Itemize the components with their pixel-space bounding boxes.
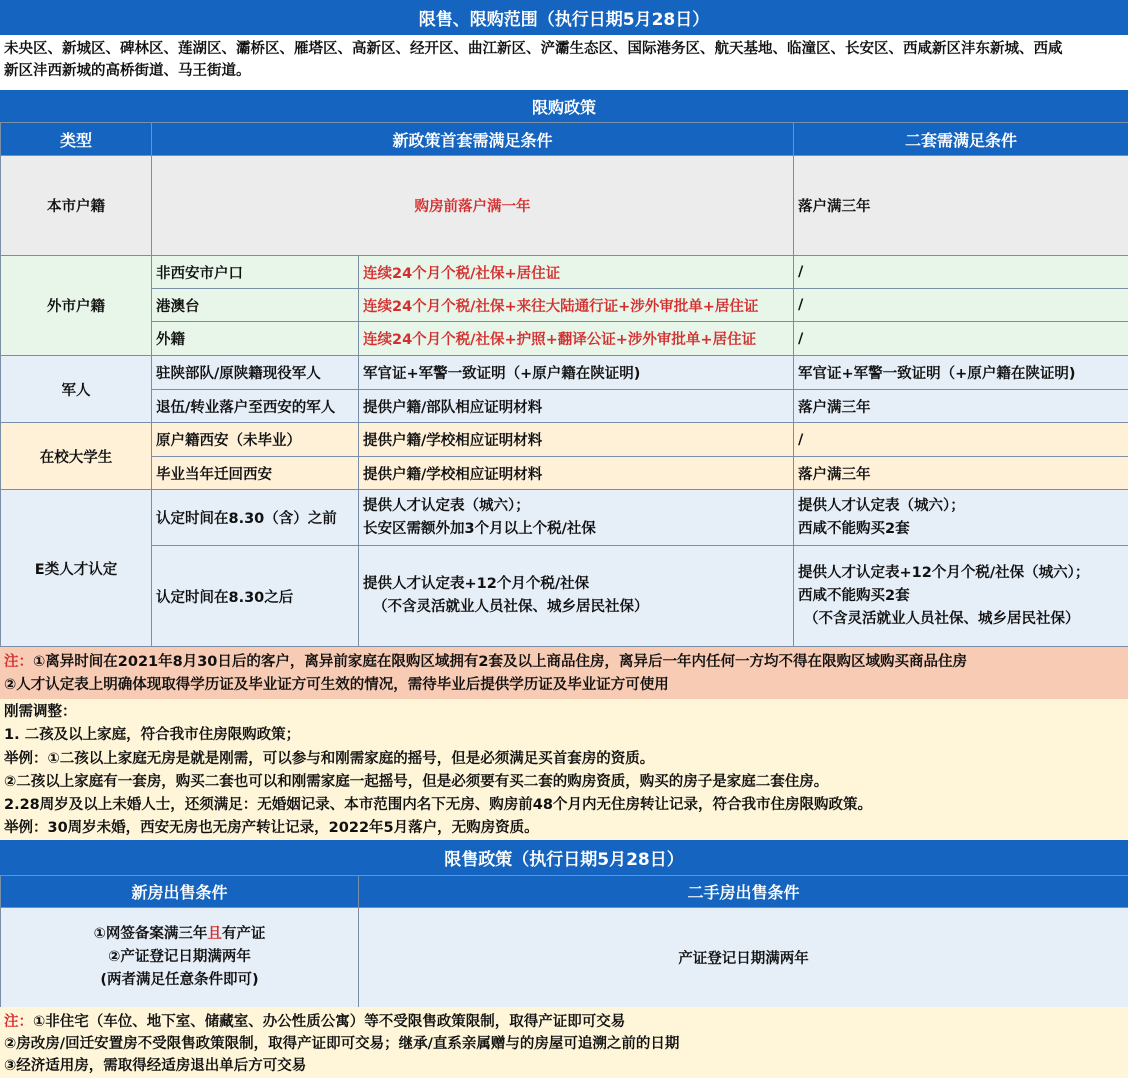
- sale-policy-table: [0, 875, 1128, 1008]
- note-line: ②二孩以上家庭有一套房，购买二套也可以和刚需家庭一起摇号，但是必须要有买二套的购房资质，购买的房子是家庭二套住房。: [4, 773, 829, 790]
- local-second: 落户满三年: [794, 156, 1128, 256]
- new-sale-conditions: [1, 908, 359, 1008]
- scope-line-2: 新区沣西新城的高桥街道、马王街道。: [4, 63, 251, 79]
- talent-first-line: 长安区需额外加3个月以上个税/社保: [363, 520, 596, 537]
- military-sub: 驻陕部队/原陕籍现役军人: [152, 356, 359, 390]
- header-first: 新政策首套需满足条件: [152, 123, 794, 156]
- header-second-sale: 二手房出售条件: [359, 876, 1128, 908]
- talent-first-line: 提供人才认定表（城六）；: [363, 497, 530, 514]
- nonlocal-second: /: [794, 322, 1128, 356]
- note-line: 2.28周岁及以上未婚人士，还须满足：无婚姻记录、本市范围内名下无房、购房前48个月内无住房转让记录，符合我市住房限购政策。: [4, 797, 872, 814]
- talent-second: [794, 490, 1128, 546]
- type-military: 军人: [1, 356, 152, 423]
- talent-second-line: 提供人才认定表（城六）；: [798, 497, 965, 514]
- header-type: 类型: [1, 123, 152, 156]
- note-line: [4, 1011, 1124, 1033]
- note-text: ①非住宅（车位、地下室、储藏室、办公性质公寓）等不受限售政策限制，取得产证即可交易: [33, 1014, 626, 1030]
- header-new-sale: 新房出售条件: [1, 876, 359, 908]
- header-second: 二套需满足条件: [794, 123, 1128, 156]
- talent-first-line: 提供人才认定表+12个月个税/社保: [363, 576, 590, 592]
- nonlocal-first: 连续24个月个税/社保+来往大陆通行证+涉外审批单+居住证: [359, 289, 794, 322]
- new-sale-line: ②产证登记日期满两年: [108, 949, 251, 965]
- talent-first-line: （不含灵活就业人员社保、城乡居民社保）: [373, 599, 649, 615]
- military-second: 军官证+军警一致证明（+原户籍在陕证明): [794, 356, 1128, 390]
- nonlocal-sub: 港澳台: [152, 289, 359, 322]
- note-line: 举例：①二孩以上家庭无房是就是刚需，可以参与和刚需家庭的摇号，但是必须满足买首套房的资质。: [4, 750, 655, 767]
- local-first: 购房前落户满一年: [152, 156, 794, 256]
- nonlocal-second: /: [794, 289, 1128, 322]
- student-first: 提供户籍/学校相应证明材料: [359, 423, 794, 457]
- talent-second-line: 西咸不能购买2套: [798, 520, 910, 537]
- nonlocal-sub: 外籍: [152, 322, 359, 356]
- nonlocal-second: /: [794, 256, 1128, 289]
- military-sub: 退伍/转业落户至西安的军人: [152, 390, 359, 423]
- note-line: ②房改房/回迁安置房不受限售政策限制，取得产证即可交易；继承/直系亲属赠与的房屋可追溯之前的日期: [4, 1036, 680, 1052]
- new-sale-text: ①网签备案满三年: [93, 926, 208, 942]
- type-student: 在校大学生: [1, 423, 152, 490]
- student-second: 落户满三年: [794, 457, 1128, 490]
- new-sale-text: 有产证: [221, 926, 266, 942]
- restrict-scope-text: [0, 35, 1128, 87]
- talent-sub: 认定时间在8.30（含）之前: [152, 490, 359, 546]
- new-sale-line: (两者满足任意条件即可): [100, 972, 259, 988]
- type-nonlocal: 外市户籍: [1, 256, 152, 356]
- purchase-policy-table: [0, 122, 1128, 647]
- second-sale-conditions: 产证登记日期满两年: [359, 908, 1128, 1008]
- sale-policy-title: 限售政策（执行日期5月28日）: [0, 840, 1128, 875]
- notes-sale: [0, 1007, 1128, 1078]
- note-line: ②人才认定表上明确体现取得学历证及毕业证方可生效的情况，需待毕业后提供学历证及毕业证方可使用: [4, 677, 669, 693]
- talent-second: [794, 546, 1128, 647]
- purchase-policy-title: 限购政策: [0, 90, 1128, 122]
- new-sale-emphasis: 且: [207, 926, 222, 942]
- note-text: ①离异时间在2021年8月30日后的客户，离异前家庭在限购区域拥有2套及以上商品住房，离异后一年内任何一方均不得在限购区域购买商品住房: [33, 654, 967, 670]
- type-talent: E类人才认定: [1, 490, 152, 647]
- note-line: 举例：30周岁未婚，西安无房也无房产转让记录，2022年5月落户，无购房资质。: [4, 820, 539, 837]
- talent-sub: 认定时间在8.30之后: [152, 546, 359, 647]
- note-prefix: 注：: [4, 1014, 33, 1030]
- student-second: /: [794, 423, 1128, 457]
- talent-first: [359, 546, 794, 647]
- student-sub: 原户籍西安（未毕业）: [152, 423, 359, 457]
- military-second: 落户满三年: [794, 390, 1128, 423]
- talent-second-line: 西咸不能购买2套: [798, 587, 910, 604]
- note-line: 1. 二孩及以上家庭，符合我市住房限购政策；: [4, 727, 301, 744]
- new-sale-line: [5, 923, 354, 946]
- note-prefix: 注：: [4, 654, 33, 670]
- student-sub: 毕业当年迁回西安: [152, 457, 359, 490]
- military-first: 提供户籍/部队相应证明材料: [359, 390, 794, 423]
- student-first: 提供户籍/学校相应证明材料: [359, 457, 794, 490]
- talent-second-line: 提供人才认定表+12个月个税/社保（城六）；: [798, 564, 1090, 581]
- nonlocal-first: 连续24个月个税/社保+护照+翻译公证+涉外审批单+居住证: [359, 322, 794, 356]
- note-line: 刚需调整：: [4, 704, 77, 720]
- talent-first: [359, 490, 794, 546]
- scope-line-1: 未央区、新城区、碑林区、莲湖区、灞桥区、雁塔区、高新区、经开区、曲江新区、浐灞生态区、国际港务区、航天基地、临潼区、长安区、西咸新区沣东新城、西咸: [4, 41, 1063, 57]
- nonlocal-first: 连续24个月个税/社保+居住证: [359, 256, 794, 289]
- notes-divorce-talent: [0, 647, 1128, 699]
- note-line: ③经济适用房，需取得经适房退出单后方可交易: [4, 1058, 307, 1074]
- note-line: [4, 651, 1124, 674]
- type-local: 本市户籍: [1, 156, 152, 256]
- notes-rigid-demand: [0, 699, 1128, 840]
- restrict-scope-title: 限售、限购范围（执行日期5月28日）: [0, 0, 1128, 35]
- nonlocal-sub: 非西安市户口: [152, 256, 359, 289]
- military-first: 军官证+军警一致证明（+原户籍在陕证明): [359, 356, 794, 390]
- talent-second-line: （不含灵活就业人员社保、城乡居民社保）: [804, 610, 1080, 627]
